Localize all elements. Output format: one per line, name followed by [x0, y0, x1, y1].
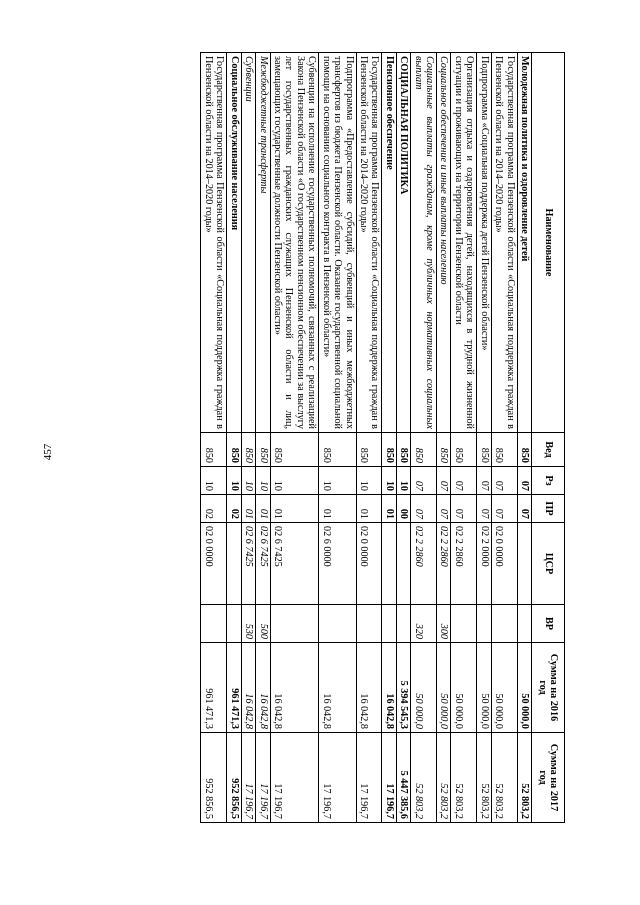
- cell-rz: 07: [477, 467, 491, 495]
- cell-sum-2016: 16 042,8: [241, 643, 255, 733]
- cell-pr: 07: [411, 495, 437, 523]
- cell-rz: 10: [270, 467, 319, 495]
- cell-sum-2017: 17 196,7: [241, 733, 255, 823]
- cell-sum-2017: 52 803,2: [437, 733, 451, 823]
- cell-ved: 850: [241, 433, 255, 467]
- cell-rz: 07: [437, 467, 451, 495]
- cell-sum-2016: 50 000,0: [411, 643, 437, 733]
- cell-sum-2016: 50 000,0: [491, 643, 517, 733]
- cell-sum-2017: 52 803,2: [517, 733, 531, 823]
- cell-vr: [382, 605, 396, 643]
- table-row: [411, 53, 437, 823]
- cell-name: Субвенции: [241, 53, 255, 433]
- cell-csr: [227, 523, 241, 605]
- cell-rz: 07: [517, 467, 531, 495]
- cell-ved: 850: [256, 433, 270, 467]
- cell-vr: [356, 605, 382, 643]
- cell-rz: 10: [319, 467, 356, 495]
- cell-name: Государственная программа Пензенской области «Социальная поддержка граждан в Пензенской области на 2014–2020 годы»: [491, 53, 517, 433]
- cell-pr: 00: [396, 495, 410, 523]
- cell-vr: [396, 605, 410, 643]
- cell-sum-2017: 17 196,7: [256, 733, 270, 823]
- table-row: [356, 53, 382, 823]
- cell-sum-2017: 52 803,2: [411, 733, 437, 823]
- cell-csr: 02 0 0000: [356, 523, 382, 605]
- cell-pr: 01: [270, 495, 319, 523]
- cell-name: Социальное обслуживание населения: [227, 53, 241, 433]
- cell-name: Социальное обеспечение и иные выплаты населению: [437, 53, 451, 433]
- cell-sum-2017: 952 856,5: [201, 733, 227, 823]
- cell-ved: 850: [477, 433, 491, 467]
- cell-ved: 850: [270, 433, 319, 467]
- cell-ved: 850: [517, 433, 531, 467]
- cell-csr: 02 0 0000: [201, 523, 227, 605]
- cell-sum-2016: 50 000,0: [451, 643, 477, 733]
- cell-name: Государственная программа Пензенской области «Социальная поддержка граждан в Пензенской области на 2014–2020 годы»: [201, 53, 227, 433]
- table-row: [451, 53, 477, 823]
- header-csr: ЦСР: [532, 523, 565, 605]
- cell-csr: 02 2 2860: [411, 523, 437, 605]
- cell-rz: 07: [451, 467, 477, 495]
- cell-csr: 02 6 7425: [256, 523, 270, 605]
- cell-vr: [491, 605, 517, 643]
- cell-rz: 07: [491, 467, 517, 495]
- cell-vr: 530: [241, 605, 255, 643]
- cell-sum-2017: 17 196,7: [270, 733, 319, 823]
- cell-pr: 01: [241, 495, 255, 523]
- cell-pr: 02: [227, 495, 241, 523]
- header-row: [532, 53, 565, 823]
- cell-sum-2016: 961 471,3: [201, 643, 227, 733]
- cell-rz: 10: [382, 467, 396, 495]
- cell-rz: 10: [201, 467, 227, 495]
- cell-csr: 02 2 2860: [451, 523, 477, 605]
- cell-pr: 01: [319, 495, 356, 523]
- cell-sum-2016: 16 042,8: [256, 643, 270, 733]
- cell-sum-2017: 52 803,2: [491, 733, 517, 823]
- cell-pr: 07: [451, 495, 477, 523]
- cell-ved: 850: [319, 433, 356, 467]
- header-pr: ПР: [532, 495, 565, 523]
- cell-name: Межбюджетные трансферты: [256, 53, 270, 433]
- cell-vr: [227, 605, 241, 643]
- cell-ved: 850: [491, 433, 517, 467]
- table-row: [270, 53, 319, 823]
- cell-name: Субвенции на исполнение государственных полномочий, связанных с реализацией Закона Пензенской области «О государственном пенсионном обеспечении за выслугу лет государственных гражданских служащих Пензенской области и лиц, замещающих государственные должности Пензенской области»: [270, 53, 319, 433]
- table-row: [437, 53, 451, 823]
- header-vr: ВР: [532, 605, 565, 643]
- cell-rz: 10: [227, 467, 241, 495]
- cell-rz: 10: [356, 467, 382, 495]
- cell-sum-2017: 17 196,7: [382, 733, 396, 823]
- cell-name: СОЦИАЛЬНАЯ ПОЛИТИКА: [396, 53, 410, 433]
- cell-ved: 850: [382, 433, 396, 467]
- cell-sum-2017: 952 856,5: [227, 733, 241, 823]
- cell-rz: 10: [396, 467, 410, 495]
- cell-vr: [201, 605, 227, 643]
- header-sum-2017: Сумма на 2017 год: [532, 733, 565, 823]
- cell-sum-2017: 17 196,7: [356, 733, 382, 823]
- cell-name: Организация отдыха и оздоровления детей, находящихся в трудной жизненной ситуации и проживающих на территории Пензенской области: [451, 53, 477, 433]
- cell-vr: [270, 605, 319, 643]
- cell-rz: 07: [411, 467, 437, 495]
- cell-pr: 07: [491, 495, 517, 523]
- cell-ved: 850: [411, 433, 437, 467]
- cell-ved: 850: [396, 433, 410, 467]
- cell-vr: [477, 605, 491, 643]
- cell-pr: 07: [517, 495, 531, 523]
- table-row: [491, 53, 517, 823]
- cell-sum-2016: 5 394 545,3: [396, 643, 410, 733]
- cell-sum-2017: 17 196,7: [319, 733, 356, 823]
- cell-sum-2016: 16 042,8: [382, 643, 396, 733]
- header-sum-2016: Сумма на 2016 год: [532, 643, 565, 733]
- cell-name: Социальные выплаты гражданам, кроме публичных нормативных социальных выплат: [411, 53, 437, 433]
- cell-pr: 07: [437, 495, 451, 523]
- cell-sum-2016: 16 042,8: [319, 643, 356, 733]
- table-row: [477, 53, 491, 823]
- cell-sum-2016: 961 471,3: [227, 643, 241, 733]
- table-row: [201, 53, 227, 823]
- table-row: [256, 53, 270, 823]
- cell-sum-2017: 5 447 385,6: [396, 733, 410, 823]
- cell-csr: [396, 523, 410, 605]
- cell-csr: [517, 523, 531, 605]
- cell-ved: 850: [437, 433, 451, 467]
- header-rz: Рз: [532, 467, 565, 495]
- cell-ved: 850: [356, 433, 382, 467]
- cell-rz: 10: [241, 467, 255, 495]
- cell-vr: [451, 605, 477, 643]
- table-row: [382, 53, 396, 823]
- cell-name: Подпрограмма «Предоставление субсидий, субвенций и иных межбюджетных трансфертов из бюджета Пензенской области. Оказание государственной социальной помощи на основании социального контракта в Пензенской области»: [319, 53, 356, 433]
- cell-sum-2016: 16 042,8: [270, 643, 319, 733]
- cell-pr: 02: [201, 495, 227, 523]
- table-row: [396, 53, 410, 823]
- cell-vr: [517, 605, 531, 643]
- cell-ved: 850: [201, 433, 227, 467]
- cell-name: Подпрограмма «Социальная поддержка детей Пензенской области»: [477, 53, 491, 433]
- cell-csr: [382, 523, 396, 605]
- cell-csr: 02 2 0000: [477, 523, 491, 605]
- cell-csr: 02 6 7425: [270, 523, 319, 605]
- budget-table: [200, 52, 565, 823]
- cell-rz: 10: [256, 467, 270, 495]
- cell-csr: 02 2 2860: [437, 523, 451, 605]
- cell-pr: 01: [356, 495, 382, 523]
- cell-pr: 01: [382, 495, 396, 523]
- cell-sum-2016: 50 000,0: [437, 643, 451, 733]
- table-row: [517, 53, 531, 823]
- header-name: Наименование: [532, 53, 565, 433]
- budget-table-wrapper: [41, 52, 565, 822]
- cell-sum-2016: 50 000,0: [477, 643, 491, 733]
- cell-csr: 02 0 0000: [491, 523, 517, 605]
- cell-vr: 320: [411, 605, 437, 643]
- table-row: [241, 53, 255, 823]
- header-ved: Вед: [532, 433, 565, 467]
- cell-sum-2017: 52 803,2: [477, 733, 491, 823]
- cell-sum-2016: 50 000,0: [517, 643, 531, 733]
- cell-name: Государственная программа Пензенской области «Социальная поддержка граждан в Пензенской области на 2014–2020 годы»: [356, 53, 382, 433]
- table-row: [227, 53, 241, 823]
- page-number: 457: [42, 443, 54, 461]
- table-row: [319, 53, 356, 823]
- cell-csr: 02 6 0000: [319, 523, 356, 605]
- cell-pr: 07: [477, 495, 491, 523]
- cell-sum-2016: 16 042,8: [356, 643, 382, 733]
- cell-name: Молодежная политика и оздоровление детей: [517, 53, 531, 433]
- cell-vr: 300: [437, 605, 451, 643]
- cell-sum-2017: 52 803,2: [451, 733, 477, 823]
- cell-name: Пенсионное обеспечение: [382, 53, 396, 433]
- cell-vr: 500: [256, 605, 270, 643]
- cell-pr: 01: [256, 495, 270, 523]
- cell-csr: 02 6 7425: [241, 523, 255, 605]
- cell-ved: 850: [227, 433, 241, 467]
- cell-vr: [319, 605, 356, 643]
- cell-ved: 850: [451, 433, 477, 467]
- table-body: [201, 53, 532, 823]
